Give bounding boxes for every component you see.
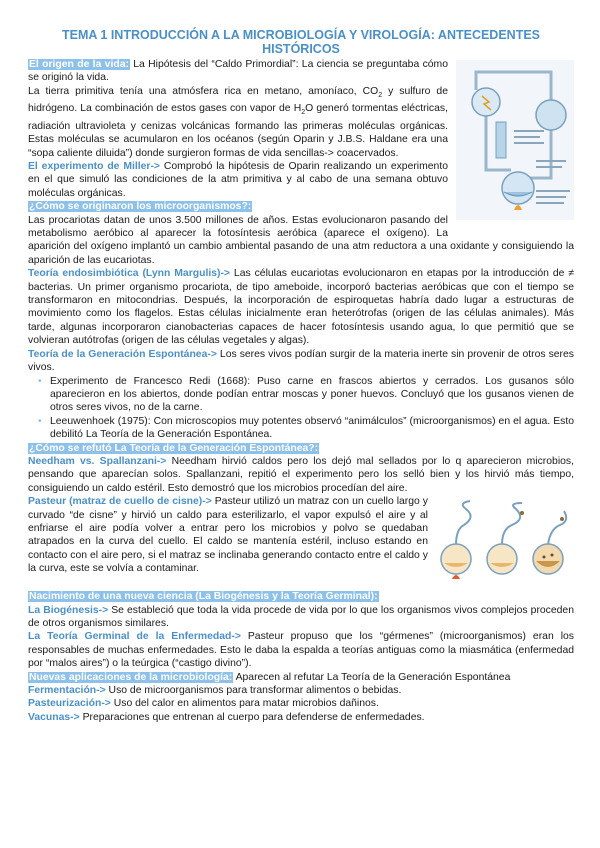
endosimbiotica-label: Teoría endosimbiótica (Lynn Margulis)-> xyxy=(28,268,230,280)
miller-label: El experimento de Miller-> xyxy=(28,161,161,172)
generacion-text: Los seres vivos podían surgir de la materia inerte sin provenir de otros seres vivos. xyxy=(28,348,574,374)
list-item: • Leeuwenhoek (1975): Con microscopios muy potentes observó “animálculos” (microorganismos) en el agua. Esto debilitó La Teoría de la Generación Espontánea. xyxy=(50,415,574,442)
aplicaciones-paragraph xyxy=(28,671,574,684)
biogenesis-label: La Biogénesis-> xyxy=(28,604,109,616)
refuto-heading-line xyxy=(28,442,574,455)
biogenesis-paragraph xyxy=(28,604,574,631)
aplicaciones-heading: Nuevas aplicaciones de la microbiología: xyxy=(29,671,233,683)
procariotas-heading: ¿Cómo se originaron los microorganismos?: xyxy=(29,201,252,213)
aplicaciones-intro: Aparecen al refutar La Teoría de la Generación Espontánea xyxy=(233,671,511,683)
atmosfera-text-b: y sulfuro de hidrógeno. La combinación de estos gases con vapor de H xyxy=(28,85,448,115)
vacunas-label: Vacunas-> xyxy=(28,711,80,723)
germinal-paragraph xyxy=(28,630,574,670)
nacimiento-heading: Nacimiento de una nueva ciencia (La Biogénesis y la Teoría Germinal): xyxy=(29,591,378,603)
fermentacion-text: Uso de microorganismos para transformar alimentos o bebidas. xyxy=(105,685,402,696)
atmosfera-text-a: La tierra primitiva tenía una atmósfera rica en metano, amoníaco, CO xyxy=(28,85,379,97)
generacion-label: Teoría de la Generación Espontánea-> xyxy=(28,348,217,360)
page-title: TEMA 1 INTRODUCCIÓN A LA MICROBIOLOGÍA Y VIROLOGÍA: ANTECEDENTES HISTÓRICOS xyxy=(61,28,541,56)
needham-text: Needham hirvió caldos pero los dejó mal sellados por lo q aparecieron microbios, pensando que aparecían solos. Spallanzani, repitió el experimento pero los selló bien y los hirvió más tiempo, consiguiendo un caldo estéril. Esto demostró que los microbios procedían del aire. xyxy=(28,455,574,494)
atmosfera-text-c: O generó tormentas eléctricas, radiación ultravioleta y cenizas volcánicas formando las primeras moléculas orgánicas. Estas moléculas se acumularon en los océanos (según Oparin y J.B.S. Haldane era una “sopa caliente diluida”) donde surgieron formas de vida sencillas-> coacervados. xyxy=(28,103,448,159)
miller-apparatus-figure xyxy=(456,60,574,225)
origen-text1: La Hipótesis del “Caldo Primordial”: La ciencia se preguntaba cómo se originó la vida. xyxy=(28,59,448,84)
germinal-text: Pasteur propuso que los “gérmenes” (microorganismos) eran los responsables de muchas enfermedades. Esto le daba la espalda a teorías antiguas como la miasmática (enfermedad por “malos aires”) o la teúrgica (“castigo divino”). xyxy=(28,631,574,670)
miller-text: Comprobó la hipótesis de Oparin realizando un experimento en el que simuló las condiciones de la atm primitiva y al cabo de una semana obtuvo moléculas orgánicas. xyxy=(28,161,448,199)
pasteur-label: Pasteur (matraz de cuello de cisne)-> xyxy=(28,496,212,508)
endosimbiotica-paragraph xyxy=(28,267,574,347)
fermentacion-label: Fermentación-> xyxy=(28,685,106,696)
endosimbiotica-text: Las células eucariotas evolucionaron en etapas por la introducción de ≠ bacterias. Un primer organismo procariota, de tipo ameboide, incorporó bacterias aeróbicas que con el tiempo se transformaron en mitocondrias. Después, la incorporación de espiroquetas habría dado lugar a estructuras de movimiento como los flagelos. Estas células inicialmente eran heterótrofas (origen de las células animales). Más tarde, algunas incorporaron cianobacterias capaces de hacer fotosíntesis usando agua, lo que permitió que se volvieran autótrofas (origen de las células vegetales y algas). xyxy=(28,268,575,347)
needham-label: Needham vs. Spallanzani-> xyxy=(28,455,167,467)
germinal-label: La Teoría Germinal de la Enfermedad-> xyxy=(28,631,241,643)
pasteur-text: Pasteur utilizó un matraz con un cuello largo y curvado “de cisne” y hirvió un caldo para esterilizarlo, el vapor expulsó el aire y al enfriarse el aire podía volver a entrar pero los microbios y polvo se quedaban atrapados en la curva del cuello. El caldo se mantenía estéril, incluso estando en contacto con el aire pero, si el matraz se inclinaba generando contacto entre el caldo y la curva, este se volvía a contaminar. xyxy=(28,496,428,575)
vacunas-line xyxy=(28,711,574,724)
refuto-heading: ¿Cómo se refutó La Teoría de la Generación Espontánea?: xyxy=(29,442,319,454)
nacimiento-heading-line xyxy=(28,590,574,603)
procariotas-paragraph: Las procariotas datan de unos 3.500 millones de años. Estas evolucionaron pasando del metabolismo aeróbico al aparecer la fotosíntesis aeróbica (aparece el oxígeno). La aparición del oxígeno implantó un cambio ambiental pasando de una atm reductora a una oxidante y consiguiendo la aparición de las eucariotas. xyxy=(28,214,574,266)
experiment-list xyxy=(28,375,574,442)
document-page xyxy=(28,28,574,724)
swan-neck-flask-icon xyxy=(436,499,574,583)
vacunas-text: Preparaciones que entrenan al cuerpo para defenderse de enfermedades. xyxy=(79,711,425,723)
biogenesis-text: Se estableció que toda la vida procede de vida por lo que los organismos vivos complejos proceden de otros organismos similares. xyxy=(28,604,574,629)
miller-apparatus-icon xyxy=(456,60,574,220)
pasteurizacion-label: Pasteurización-> xyxy=(28,698,111,710)
pasteurizacion-line xyxy=(28,697,574,710)
pasteur-flasks-figure xyxy=(436,499,574,588)
fermentacion-line xyxy=(28,684,574,697)
pasteurizacion-text: Uso del calor en alimentos para matar microbios dañinos. xyxy=(110,698,379,710)
h2o-subscript: 2 xyxy=(301,109,306,117)
list-item: • Experimento de Francesco Redi (1668): Puso carne en frascos abiertos y cerrados. Los gusanos sólo aparecieron en los abiertos, donde podían entrar moscas y poner huevos. Concluyó que los gusanos vienen de otros seres vivos, no de la carne. xyxy=(50,375,574,415)
needham-paragraph xyxy=(28,455,574,495)
origen-heading: El origen de la vida: xyxy=(29,59,129,70)
generacion-paragraph xyxy=(28,348,574,375)
co2-subscript: 2 xyxy=(378,91,383,99)
